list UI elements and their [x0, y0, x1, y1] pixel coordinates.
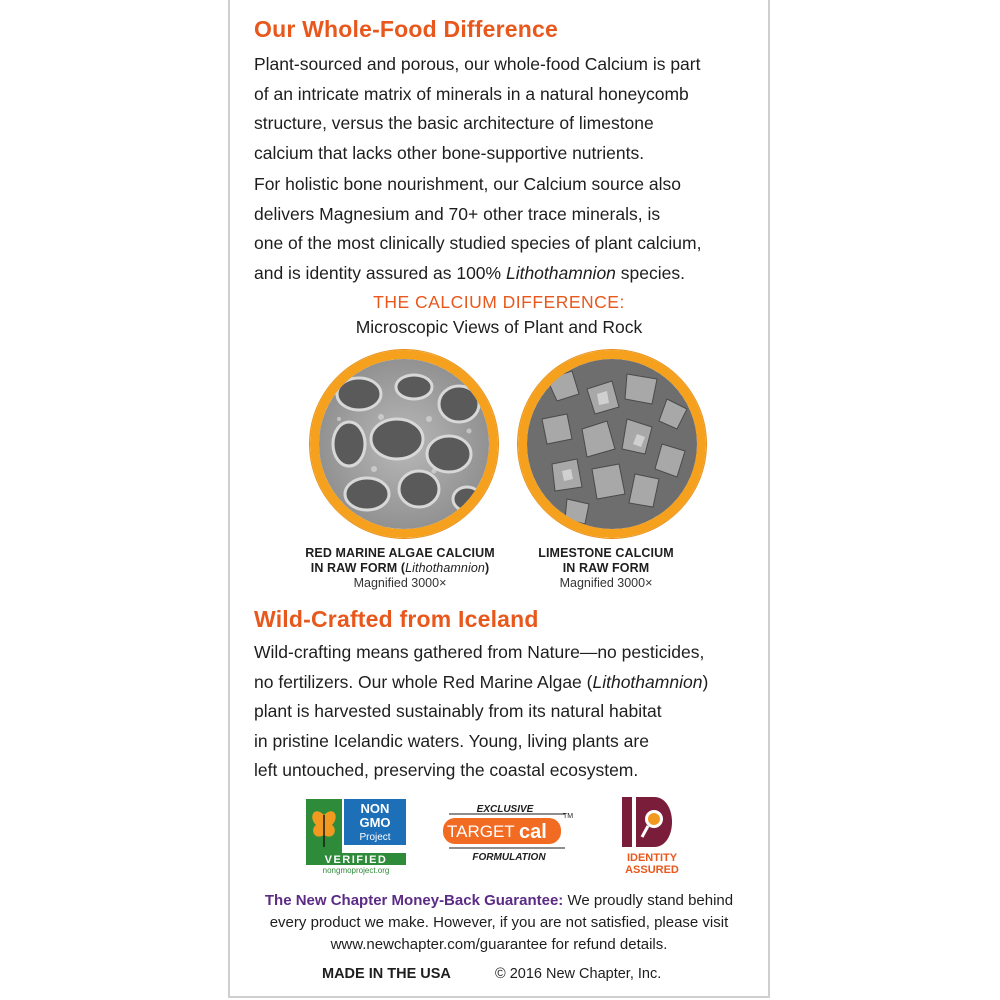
paragraph-line: plant is harvested sustainably from its natural habitat: [254, 701, 662, 721]
caption-line: RED MARINE ALGAE CALCIUM: [305, 546, 495, 560]
paragraph-line: [254, 668, 708, 698]
verified-label: VERIFIED: [324, 854, 388, 866]
paragraph-line: one of the most clinically studied species of plant calcium,: [254, 233, 702, 253]
species-name: Lithothamnion: [592, 671, 703, 692]
paragraph-line: delivers Magnesium and 70+ other trace minerals, is: [254, 203, 661, 224]
target-label: TARGET: [447, 822, 515, 841]
paragraph-line: Wild-crafting means gathered from Nature—no pesticides,: [254, 642, 705, 662]
text-segment: species.: [615, 262, 685, 283]
exclusive-label: EXCLUSIVE: [476, 804, 534, 815]
paragraph-line: For holistic bone nourishment, our Calcium source also: [254, 174, 681, 194]
paragraph-wild-crafted: [254, 638, 708, 786]
paragraph-line: [254, 259, 701, 289]
paragraph-line: in pristine Icelandic waters. Young, living plants are: [254, 730, 649, 751]
nongmo-url: nongmoproject.org: [322, 866, 390, 875]
text-segment: ): [484, 561, 490, 575]
paragraph-holistic: [254, 170, 701, 288]
targetcal-logo: [435, 800, 575, 864]
text-segment: no fertilizers. Our whole Red Marine Algae (: [254, 671, 593, 692]
product-panel: [228, 0, 770, 998]
text-segment: ): [702, 671, 709, 692]
species-name: Lithothamnion: [505, 262, 616, 283]
guarantee-line: every product we make. However, if you are not satisfied, please visit: [269, 914, 729, 931]
formulation-label: FORMULATION: [472, 852, 546, 863]
magnification-label: Magnified 3000×: [353, 576, 447, 590]
plant-calcium-microscope-image: [310, 350, 498, 538]
made-in-usa: MADE IN THE USA: [322, 966, 451, 982]
gmo-label: GMO: [359, 815, 391, 830]
cal-label: cal: [519, 821, 547, 843]
text-segment: We proudly stand behind: [563, 892, 734, 909]
guarantee-url: www.newchapter.com/guarantee for refund details.: [330, 936, 668, 953]
caption-line: [290, 561, 510, 576]
guarantee-label: The New Chapter Money-Back Guarantee:: [264, 892, 564, 909]
non-label: NON: [360, 801, 390, 816]
caption-line: IN RAW FORM: [562, 561, 650, 575]
guarantee-line: [230, 890, 768, 912]
calcium-difference-title: THE CALCIUM DIFFERENCE:: [373, 292, 625, 312]
paragraph-whole-food: [254, 50, 700, 168]
copyright: © 2016 New Chapter, Inc.: [495, 966, 662, 982]
identity-assured-logo: [612, 795, 692, 877]
magnification-label: Magnified 3000×: [559, 576, 653, 590]
money-back-guarantee: [230, 890, 768, 956]
trademark-label: TM: [563, 813, 574, 820]
paragraph-line: of an intricate matrix of minerals in a natural honeycomb: [254, 83, 689, 104]
project-label: Project: [359, 832, 391, 843]
text-segment: IN RAW FORM (: [310, 561, 406, 575]
identity-label: IDENTITY: [626, 852, 678, 864]
plant-calcium-caption: [290, 546, 510, 591]
limestone-calcium-microscope-image: [518, 350, 706, 538]
heading-wild-crafted: Wild-Crafted from Iceland: [254, 606, 539, 632]
heading-whole-food: Our Whole-Food Difference: [254, 16, 558, 42]
caption-line: LIMESTONE CALCIUM: [538, 546, 674, 560]
text-segment: and is identity assured as 100%: [254, 262, 506, 283]
paragraph-line: structure, versus the basic architecture of limestone: [254, 113, 654, 133]
calcium-difference-subtitle: Microscopic Views of Plant and Rock: [355, 317, 643, 337]
species-name: Lithothamnion: [405, 561, 485, 575]
limestone-calcium-caption: [496, 546, 716, 591]
non-gmo-verified-logo: [302, 795, 412, 875]
paragraph-line: left untouched, preserving the coastal ecosystem.: [254, 760, 639, 780]
paragraph-line: calcium that lacks other bone-supportive nutrients.: [254, 142, 645, 163]
paragraph-line: Plant-sourced and porous, our whole-food Calcium is part: [254, 54, 701, 74]
assured-label: ASSURED: [625, 864, 679, 876]
